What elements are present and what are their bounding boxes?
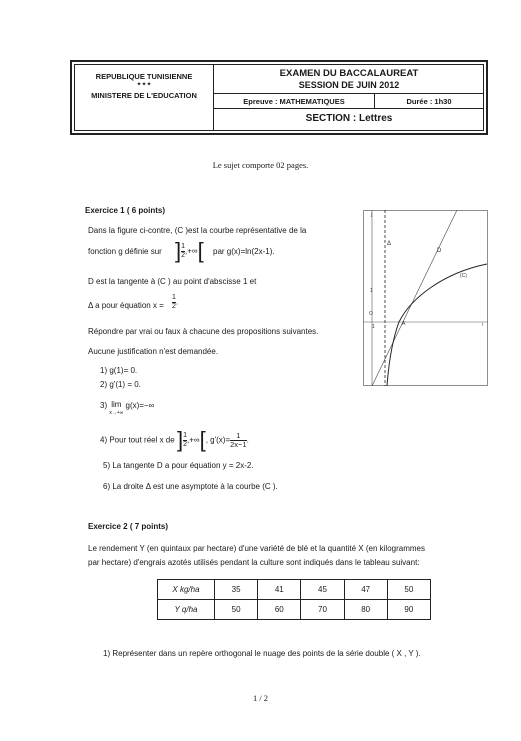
prop-4-b: , g'(x)= bbox=[205, 435, 231, 445]
stars-decoration: ✦✦✦ bbox=[136, 82, 152, 88]
O-label: O bbox=[369, 311, 373, 317]
ex1-line2-a: fonction g définie sur bbox=[88, 247, 162, 256]
prop-4-a: 4) Pour tout réel x de bbox=[100, 435, 175, 445]
page-number: 1 / 2 bbox=[252, 693, 269, 703]
lim-sub: x→+∞ bbox=[109, 410, 124, 416]
session-label: SESSION DE JUIN 2012 bbox=[298, 80, 400, 90]
one-y-label: 1 bbox=[370, 288, 373, 294]
table-header-x: X kg/ha bbox=[158, 580, 215, 600]
j-label: j bbox=[371, 212, 373, 218]
ex2-title: Exercice 2 ( 7 points) bbox=[88, 522, 169, 531]
table-cell: 50 bbox=[215, 600, 258, 620]
table-header-y: Y q/ha bbox=[158, 600, 215, 620]
figure-border bbox=[364, 211, 488, 386]
epreuve-label: Epreuve : MATHEMATIQUES bbox=[243, 97, 345, 106]
table-cell: 60 bbox=[258, 600, 301, 620]
prop-4-inf: ,+∞ bbox=[186, 435, 200, 445]
one-x-label: 1 bbox=[372, 324, 375, 330]
exam-title: EXAMEN DU BACCALAUREAT bbox=[279, 68, 419, 79]
table-cell: 90 bbox=[387, 600, 430, 620]
delta-label: Δ bbox=[387, 241, 392, 247]
frac-den: 2 bbox=[172, 303, 176, 310]
prop-4-fnum: 1 bbox=[230, 432, 246, 441]
D-label: D bbox=[437, 248, 442, 254]
prop-4-fden: 2x−1 bbox=[230, 439, 247, 449]
ex1-line4-a: Δ a pour équation x = bbox=[88, 301, 164, 310]
prop-2: 2) g'(1) = 0. bbox=[100, 380, 141, 389]
republique-label: REPUBLIQUE TUNISIENNE bbox=[95, 72, 193, 81]
prop-5: 5) La tangente D a pour équation y = 2x-2. bbox=[103, 461, 254, 470]
frac-num: 1 bbox=[172, 294, 176, 301]
prop-4: 4) Pour tout réel x de ] $\frac{1}{2}$ ,+∞[, g'(x)= $\frac{1}{2x-1}$ . bbox=[100, 427, 249, 452]
table-cell: 45 bbox=[301, 580, 344, 600]
ex2-para-2: par hectare) d'engrais azotés utilisés pendant la culture sont indiqués dans le tableau suivant: bbox=[88, 558, 420, 567]
prop-4-den: 2 bbox=[183, 440, 187, 448]
ex1-line1: Dans la figure ci-contre, (C )est la courbe représentative de la bbox=[88, 226, 307, 235]
table-cell: 50 bbox=[387, 580, 430, 600]
ex2-para-1: Le rendement Y (en quintaux par hectare) d'une variété de blé et la quantité X (en kilogrammes bbox=[88, 544, 425, 553]
table-cell: 80 bbox=[344, 600, 387, 620]
table-cell: 41 bbox=[258, 580, 301, 600]
A-label: A bbox=[402, 321, 406, 327]
intro-text: Le sujet comporte 02 pages. bbox=[212, 160, 309, 170]
ex1-instruction-2: Aucune justification n'est demandée. bbox=[88, 347, 219, 356]
table-row-y bbox=[158, 600, 431, 620]
i-label: i bbox=[482, 322, 484, 328]
function-graph-figure bbox=[363, 210, 488, 386]
data-table bbox=[157, 579, 431, 620]
prop-3-expr: g(x)=−∞ bbox=[123, 401, 155, 410]
ex1-line3: D est la tangente à (C ) au point d'abscisse 1 et bbox=[88, 277, 257, 286]
table-row-x bbox=[158, 580, 431, 600]
table-cell: 70 bbox=[301, 600, 344, 620]
section-label: SECTION : Lettres bbox=[305, 113, 393, 124]
ministere-label: MINISTERE DE L'EDUCATION bbox=[91, 91, 197, 100]
C-label: (C) bbox=[460, 273, 467, 279]
lim-label: lim bbox=[111, 400, 122, 409]
prop-4-num: 1 bbox=[183, 431, 187, 439]
ex1-instruction-1: Répondre par vrai ou faux à chacune des propositions suivantes. bbox=[88, 327, 319, 336]
table-cell: 47 bbox=[344, 580, 387, 600]
duree-label: Durée : 1h30 bbox=[406, 97, 452, 106]
prop-3-number: 3) bbox=[100, 401, 110, 410]
ex2-question-1: 1) Représenter dans un repère orthogonal le nuage des points de la série double ( X , Y ). bbox=[103, 649, 421, 658]
ex1-line4-frac bbox=[172, 294, 178, 311]
ex1-interval: ] $\frac{1}{2}$ ,+∞[ bbox=[175, 238, 204, 263]
ex1-title: Exercice 1 ( 6 points) bbox=[85, 206, 166, 215]
ex1-line4-b: . bbox=[175, 297, 179, 307]
prop-3 bbox=[100, 401, 154, 417]
header-divider-2 bbox=[214, 108, 484, 109]
table-cell: 35 bbox=[215, 580, 258, 600]
prop-1: 1) g(1)= 0. bbox=[100, 366, 138, 375]
prop-6: 6) La droite Δ est une asymptote à la courbe (C ). bbox=[103, 482, 278, 491]
header-divider-1 bbox=[214, 93, 484, 94]
ex1-line2-b: par g(x)=ln(2x-1). bbox=[213, 247, 275, 256]
